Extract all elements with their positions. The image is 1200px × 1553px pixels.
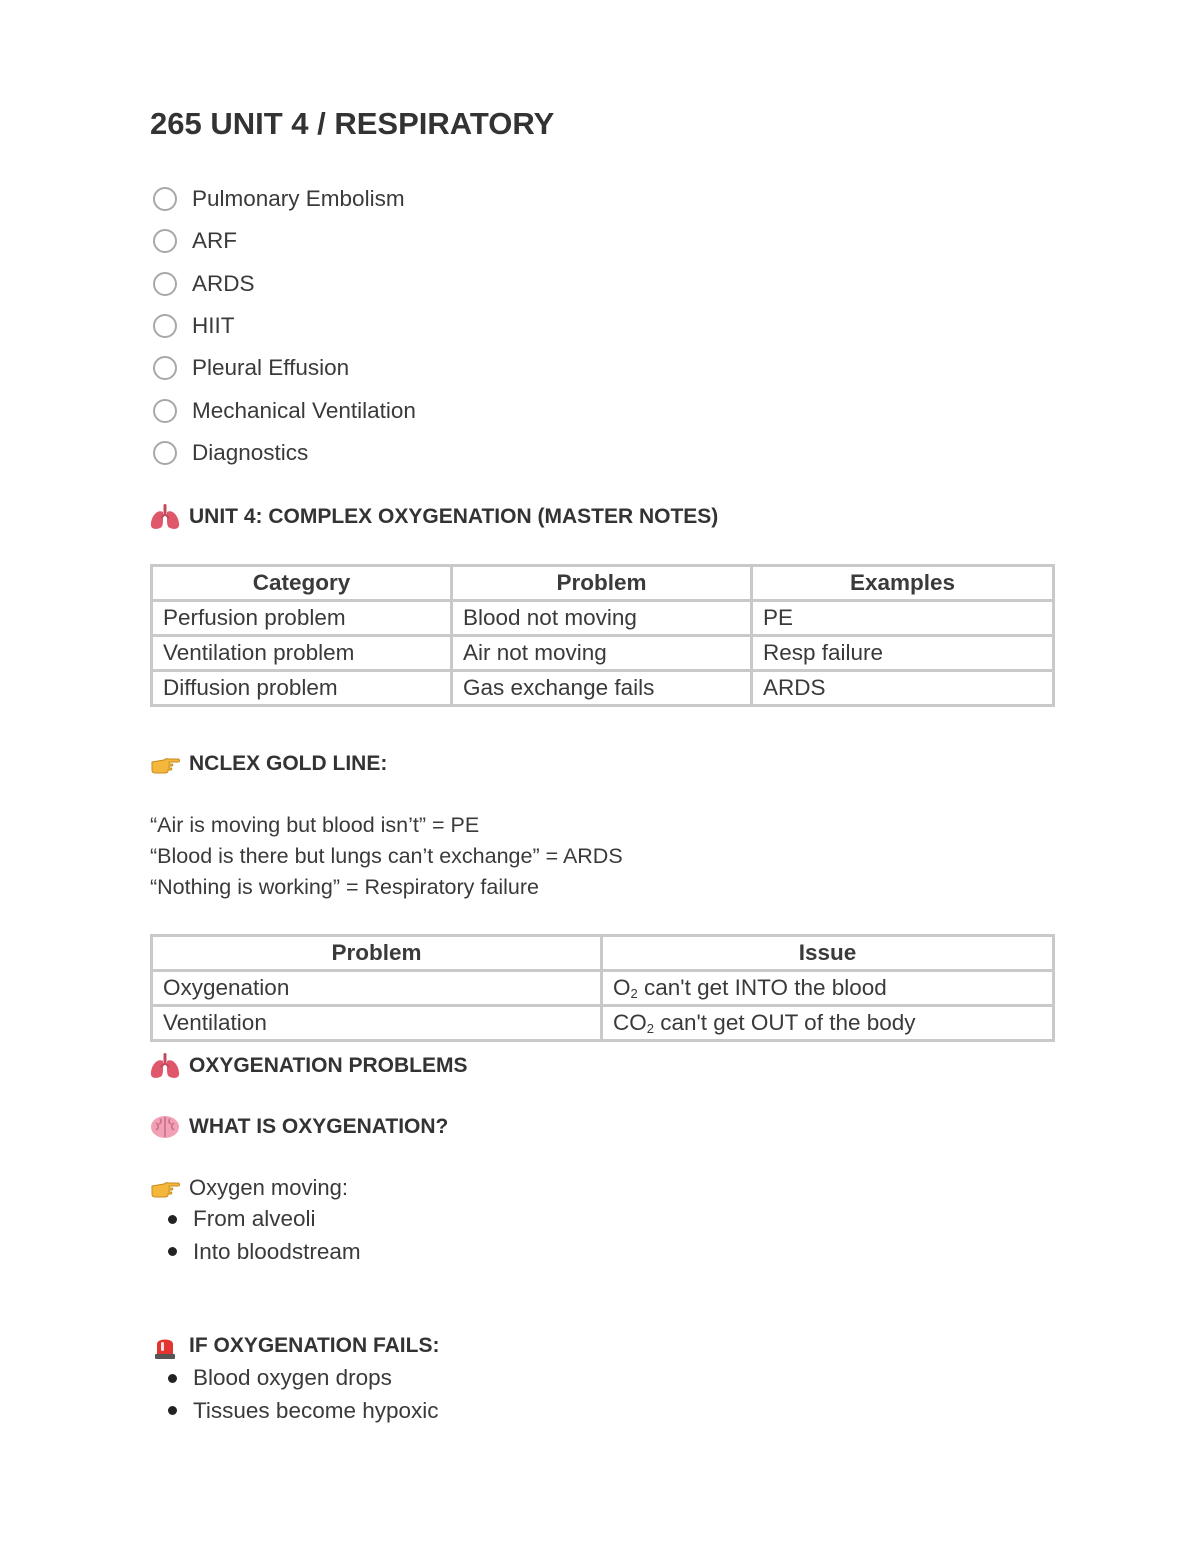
table-cell: ARDS — [752, 671, 1054, 706]
gold-line-statement: “Blood is there but lungs can’t exchange” = ARDS — [150, 844, 623, 868]
what-is-oxygenation-heading-text: WHAT IS OXYGENATION? — [189, 1115, 449, 1138]
checklist-item-label: HIIT — [192, 313, 235, 339]
master-notes-heading — [150, 503, 718, 531]
master-notes-heading-text: UNIT 4: COMPLEX OXYGENATION (MASTER NOTES) — [189, 505, 719, 528]
topic-checklist — [153, 178, 416, 474]
oxygenation-fails-list — [150, 1362, 439, 1427]
issue-text: can't get OUT of the body — [653, 1010, 916, 1035]
page-title: 265 UNIT 4 / RESPIRATORY — [150, 106, 555, 141]
list-item-text: Blood oxygen drops — [193, 1365, 392, 1391]
table-cell: Blood not moving — [452, 601, 752, 636]
gas-symbol: CO — [613, 1010, 647, 1035]
list-item — [150, 1203, 361, 1236]
list-item — [150, 1236, 361, 1269]
siren-icon — [150, 1332, 180, 1360]
gas-symbol: O — [613, 975, 631, 1000]
pointing-hand-icon — [150, 1174, 180, 1202]
unchecked-circle-icon[interactable] — [153, 272, 177, 296]
table-header-cell: Problem — [452, 566, 752, 601]
oxygenation-problems-heading — [150, 1052, 467, 1080]
checklist-item[interactable] — [153, 432, 416, 474]
unchecked-circle-icon[interactable] — [153, 187, 177, 211]
unchecked-circle-icon[interactable] — [153, 441, 177, 465]
oxygen-moving-list — [150, 1203, 361, 1268]
checklist-item-label: ARF — [192, 228, 237, 254]
oxygenation-problems-heading-text: OXYGENATION PROBLEMS — [189, 1054, 468, 1077]
checklist-item[interactable] — [153, 347, 416, 389]
unchecked-circle-icon[interactable] — [153, 314, 177, 338]
table-row — [152, 671, 1054, 706]
pointing-hand-icon — [150, 750, 180, 778]
table-cell: Oxygenation — [152, 971, 602, 1006]
lungs-icon — [150, 1052, 180, 1080]
what-is-oxygenation-heading — [150, 1113, 448, 1141]
table-cell — [602, 971, 1054, 1006]
checklist-item[interactable] — [153, 389, 416, 431]
oxygenation-ventilation-table — [150, 934, 1055, 1042]
gas-subscript: 2 — [646, 1021, 654, 1036]
checklist-item-label: Pleural Effusion — [192, 355, 350, 381]
list-item-text: Into bloodstream — [193, 1238, 361, 1264]
table-cell: PE — [752, 601, 1054, 636]
list-item — [150, 1362, 439, 1395]
table-header-cell: Examples — [752, 566, 1054, 601]
oxygen-moving-line — [150, 1174, 348, 1202]
list-item-text: Tissues become hypoxic — [193, 1397, 439, 1423]
table-cell — [602, 1006, 1054, 1041]
table-cell: Gas exchange fails — [452, 671, 752, 706]
unchecked-circle-icon[interactable] — [153, 229, 177, 253]
checklist-item[interactable] — [153, 178, 416, 220]
bullet-icon — [168, 1406, 177, 1415]
table-cell: Air not moving — [452, 636, 752, 671]
bullet-icon — [168, 1374, 177, 1383]
gold-line-statements — [150, 810, 623, 903]
unchecked-circle-icon[interactable] — [153, 356, 177, 380]
lungs-icon — [150, 503, 180, 531]
checklist-item[interactable] — [153, 263, 416, 305]
gold-line-heading-text: NCLEX GOLD LINE: — [189, 752, 388, 775]
table-cell: Resp failure — [752, 636, 1054, 671]
table-header-cell: Problem — [152, 936, 602, 971]
checklist-item[interactable] — [153, 220, 416, 262]
issue-text: can't get INTO the blood — [637, 975, 887, 1000]
checklist-item-label: Pulmonary Embolism — [192, 186, 405, 212]
table-cell: Ventilation — [152, 1006, 602, 1041]
list-item-text: From alveoli — [193, 1206, 316, 1232]
unchecked-circle-icon[interactable] — [153, 399, 177, 423]
table-cell: Ventilation problem — [152, 636, 452, 671]
table-header-cell: Issue — [602, 936, 1054, 971]
gold-line-heading — [150, 750, 387, 778]
table-row — [152, 1006, 1054, 1041]
table-header-row — [152, 566, 1054, 601]
brain-icon — [150, 1113, 180, 1141]
gold-line-statement: “Nothing is working” = Respiratory failure — [150, 875, 539, 899]
checklist-item-label: ARDS — [192, 270, 255, 296]
table-row — [152, 601, 1054, 636]
checklist-item-label: Diagnostics — [192, 439, 309, 465]
table-row — [152, 971, 1054, 1006]
bullet-icon — [168, 1247, 177, 1256]
table-row — [152, 636, 1054, 671]
table-cell: Perfusion problem — [152, 601, 452, 636]
gas-subscript: 2 — [630, 986, 638, 1001]
table-header-cell: Category — [152, 566, 452, 601]
table-header-row — [152, 936, 1054, 971]
checklist-item-label: Mechanical Ventilation — [192, 397, 416, 423]
list-item — [150, 1395, 439, 1428]
oxygenation-fails-heading-text: IF OXYGENATION FAILS: — [189, 1334, 440, 1357]
oxygen-moving-label: Oxygen moving: — [189, 1175, 348, 1200]
gold-line-statement: “Air is moving but blood isn’t” = PE — [150, 813, 480, 837]
oxygenation-category-table — [150, 564, 1055, 707]
checklist-item[interactable] — [153, 305, 416, 347]
table-cell: Diffusion problem — [152, 671, 452, 706]
bullet-icon — [168, 1215, 177, 1224]
oxygenation-fails-heading — [150, 1332, 439, 1360]
